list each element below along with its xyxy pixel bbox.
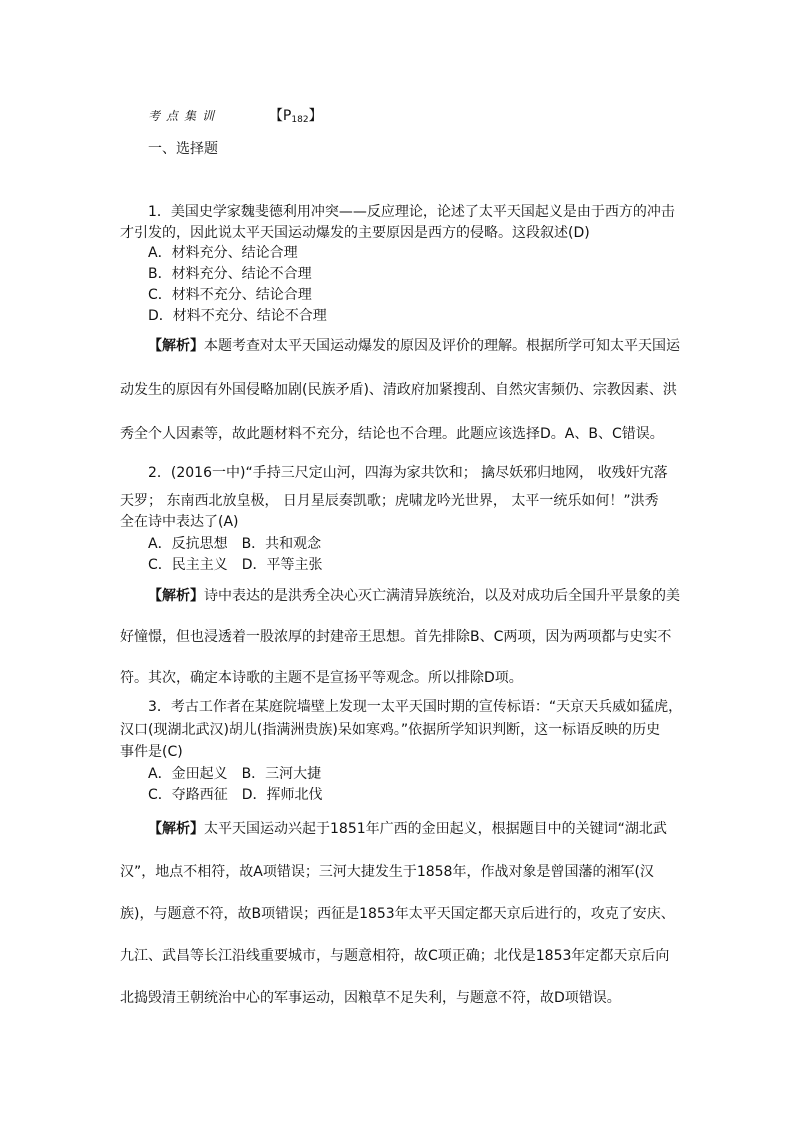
- section-title: 一、选择题: [148, 141, 218, 157]
- question-1-line-1: 1．美国史学家魏斐德利用冲突——反应理论，论述了太平天国起义是由于西方的冲击: [148, 204, 675, 220]
- question-3-analysis-2: 汉”，地点不相符，故A项错误；三河大捷发生于1858年，作战对象是曾国藩的湘军(汉: [120, 864, 654, 880]
- question-2-analysis-2: 好憧憬，但也浸透着一股浓厚的封建帝王思想。首先排除B、C两项，因为两项都与史实不: [120, 629, 672, 645]
- question-3-options-row-1: A．金田起义 B．三河大捷: [148, 766, 322, 782]
- question-3-analysis-5: 北捣毁清王朝统治中心的军事运动，因粮草不足失利，与题意不符，故D项错误。: [120, 990, 621, 1006]
- question-3-analysis-3: 族)，与题意不符，故B项错误；西征是1853年太平天国定都天京后进行的，攻克了安庆、: [120, 906, 675, 922]
- question-3-line-2: 汉口(现湖北武汉)胡儿(指满洲贵族)呆如寒鸡。”依据所学知识判断，这一标语反映的历史: [120, 722, 661, 738]
- question-1-line-2: 才引发的，因此说太平天国运动爆发的主要原因是西方的侵略。这段叙述(D): [120, 225, 590, 241]
- question-1-analysis-2: 动发生的原因有外国侵略加剧(民族矛盾)、清政府加紧搜刮、自然灾害频仍、宗教因素、洪: [120, 382, 677, 398]
- question-2-analysis-1: 【解析】诗中表达的是洪秀全决心灭亡满清异族统治，以及对成功后全国升平景象的美: [148, 588, 680, 604]
- question-2-analysis-3: 符。其次，确定本诗歌的主题不是宣扬平等观念。所以排除D项。: [120, 670, 523, 686]
- question-1-option-a: A．材料充分、结论合理: [148, 245, 298, 261]
- question-2-line-2: 天罗； 东南西北放皇极， 日月星辰奏凯歌；虎啸龙吟光世界， 太平一统乐如何！”洪秀: [120, 493, 659, 509]
- question-2-options-row-1: A．反抗思想 B．共和观念: [148, 536, 322, 552]
- question-2-line-1: 2．(2016一中)“手持三尺定山河，四海为家共饮和； 擒尽妖邪归地网， 收残奸宄落: [148, 465, 668, 481]
- question-3-options-row-2: C．夺路西征 D．挥师北伐: [148, 787, 323, 803]
- question-1-analysis-1: 【解析】本题考查对太平天国运动爆发的原因及评价的理解。根据所学可知太平天国运: [148, 338, 680, 354]
- question-1-analysis-3: 秀全个人因素等，故此题材料不充分，结论也不合理。此题应该选择D。A、B、C错误。: [120, 426, 664, 442]
- question-1-option-b: B．材料充分、结论不合理: [148, 266, 312, 282]
- question-1-option-d: D．材料不充分、结论不合理: [148, 308, 327, 324]
- page-reference: 【$P_{182}$】: [268, 108, 323, 125]
- section-header: [148, 106, 323, 130]
- question-2-options-row-2: C．民主主义 D．平等主张: [148, 557, 323, 573]
- header-title: 考点集训: [148, 109, 221, 123]
- question-3-analysis-1: 【解析】太平天国运动兴起于1851年广西的金田起义，根据题目中的关键词“湖北武: [148, 821, 667, 837]
- question-3-line-3: 事件是(C): [120, 744, 183, 760]
- question-1-option-c: C．材料不充分、结论合理: [148, 287, 312, 303]
- question-2-line-3: 全在诗中表达了(A): [120, 514, 239, 530]
- question-3-line-1: 3．考古工作者在某庭院墙壁上发现一太平天国时期的宣传标语：“天京天兵威如猛虎，: [148, 699, 683, 715]
- question-3-analysis-4: 九江、武昌等长江沿线重要城市，与题意相符，故C项正确；北伐是1853年定都天京后向: [120, 948, 670, 964]
